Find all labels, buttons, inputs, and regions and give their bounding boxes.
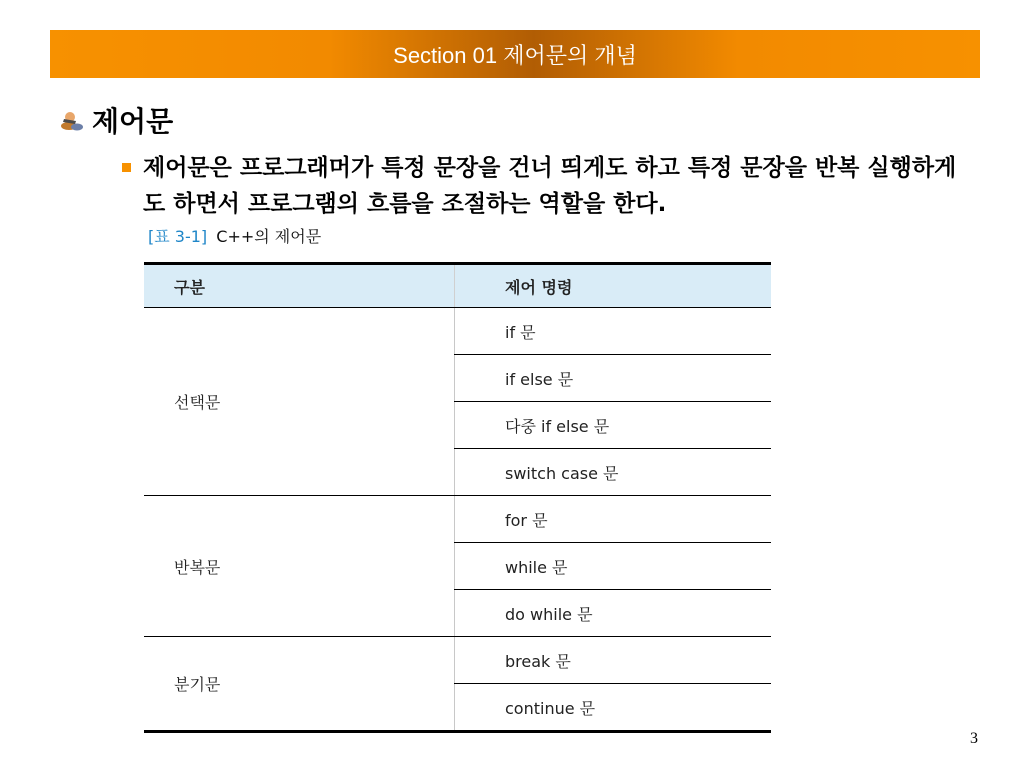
square-bullet-icon [122,163,131,172]
control-statement-table [144,262,771,733]
bullet-item [122,150,972,222]
command-cell: break 문 [455,637,772,684]
bullet-text: 제어문은 프로그래머가 특정 문장을 건너 띄게도 하고 특정 문장을 반복 실행하게도 하면서 프로그램의 흐름을 조절하는 역할을 한다. [143,155,957,217]
section-title: Section 01 제어문의 개념 [393,42,637,68]
table-caption [148,224,321,247]
group-cell: 분기문 [144,637,455,732]
command-cell: for 문 [455,496,772,543]
person-bullet-icon [60,108,84,132]
heading-text: 제어문 [92,105,174,138]
command-cell: 다중 if else 문 [455,402,772,449]
table-row [144,637,771,684]
header-category: 구분 [144,264,455,308]
table-row [144,496,771,543]
command-cell: continue 문 [455,684,772,732]
command-cell: while 문 [455,543,772,590]
section-title-bar [50,30,980,78]
header-command: 제어 명령 [455,264,772,308]
table-caption-text: C++의 제어문 [216,227,322,246]
table-caption-label: [표 3-1] [148,227,208,246]
heading-row [60,100,173,140]
group-cell: 반복문 [144,496,455,637]
command-cell: if else 문 [455,355,772,402]
command-cell: switch case 문 [455,449,772,496]
command-cell: if 문 [455,308,772,355]
table-row [144,308,771,355]
command-cell: do while 문 [455,590,772,637]
group-cell: 선택문 [144,308,455,496]
page-number: 3 [970,730,978,747]
table-header-row [144,264,771,308]
